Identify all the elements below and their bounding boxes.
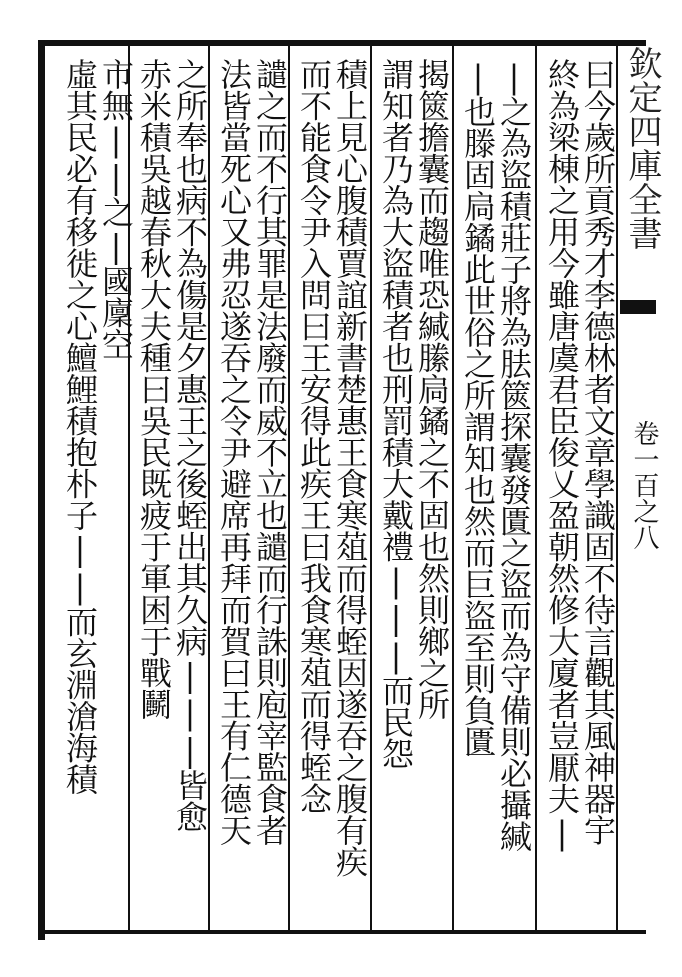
text-column-9: 譴之而不行其罪是法廢而威不立也譴而行誅則庖宰監食者 <box>251 58 289 846</box>
text-column-8: 而不能食令尹入問曰王安得此疾王曰我食寒葅而得蛭念 <box>295 58 333 814</box>
text-column-12: 赤米積吳越春秋大夫種曰吳民既疲于軍困于戰鬭 <box>135 58 173 720</box>
text-column-13: 市無||之|國廩空 <box>97 58 135 360</box>
text-column-6: 謂知者乃為大盜積者也刑罰積大戴禮|||而民怨 <box>377 58 415 769</box>
frame-left-border <box>38 40 45 940</box>
text-column-10: 法皆當死心又弗忍遂吞之令尹避席再拜而賀曰王有仁德天 <box>215 58 253 846</box>
column-rule <box>370 46 372 930</box>
text-column-4: |也滕固扃鐍此世俗之所謂知也然而巨盜至則負匱 <box>459 58 497 757</box>
text-column-2: 終為梁棟之用今雖唐虞君臣俊乂盈朝然修大廈者豈厭夫| <box>543 58 581 852</box>
collection-title: 欽定四庫全書 <box>622 46 662 250</box>
text-column-1: 曰今歲所貢秀才李德林者文章學識固不待言觀其風神器宇 <box>579 58 617 846</box>
text-column-3: |之為盜積莊子將為胠篋探囊發匱之盜而為守備則必攝緘 <box>495 58 533 852</box>
column-rule <box>535 46 537 930</box>
frame-top-border <box>40 40 646 46</box>
text-column-5: 揭篋擔囊而趨唯恐緘縢扃鐍之不固也然則鄉之所 <box>413 58 451 720</box>
frame-bottom-border <box>38 930 646 934</box>
text-column-11: 之所奉也病不為傷是夕惠王之後蛭出其久病|||皆愈 <box>171 58 209 832</box>
text-column-14: 虛其民必有移徙之心鱣鯉積抱朴子||而玄淵滄海積 <box>61 58 99 795</box>
margin-band <box>620 300 656 314</box>
text-column-7: 積上見心腹積賈誼新書楚惠王食寒葅而得蛭因遂吞之腹有疾 <box>331 58 369 877</box>
column-rule <box>452 46 454 930</box>
volume-label: 卷一百之八 <box>629 420 659 550</box>
